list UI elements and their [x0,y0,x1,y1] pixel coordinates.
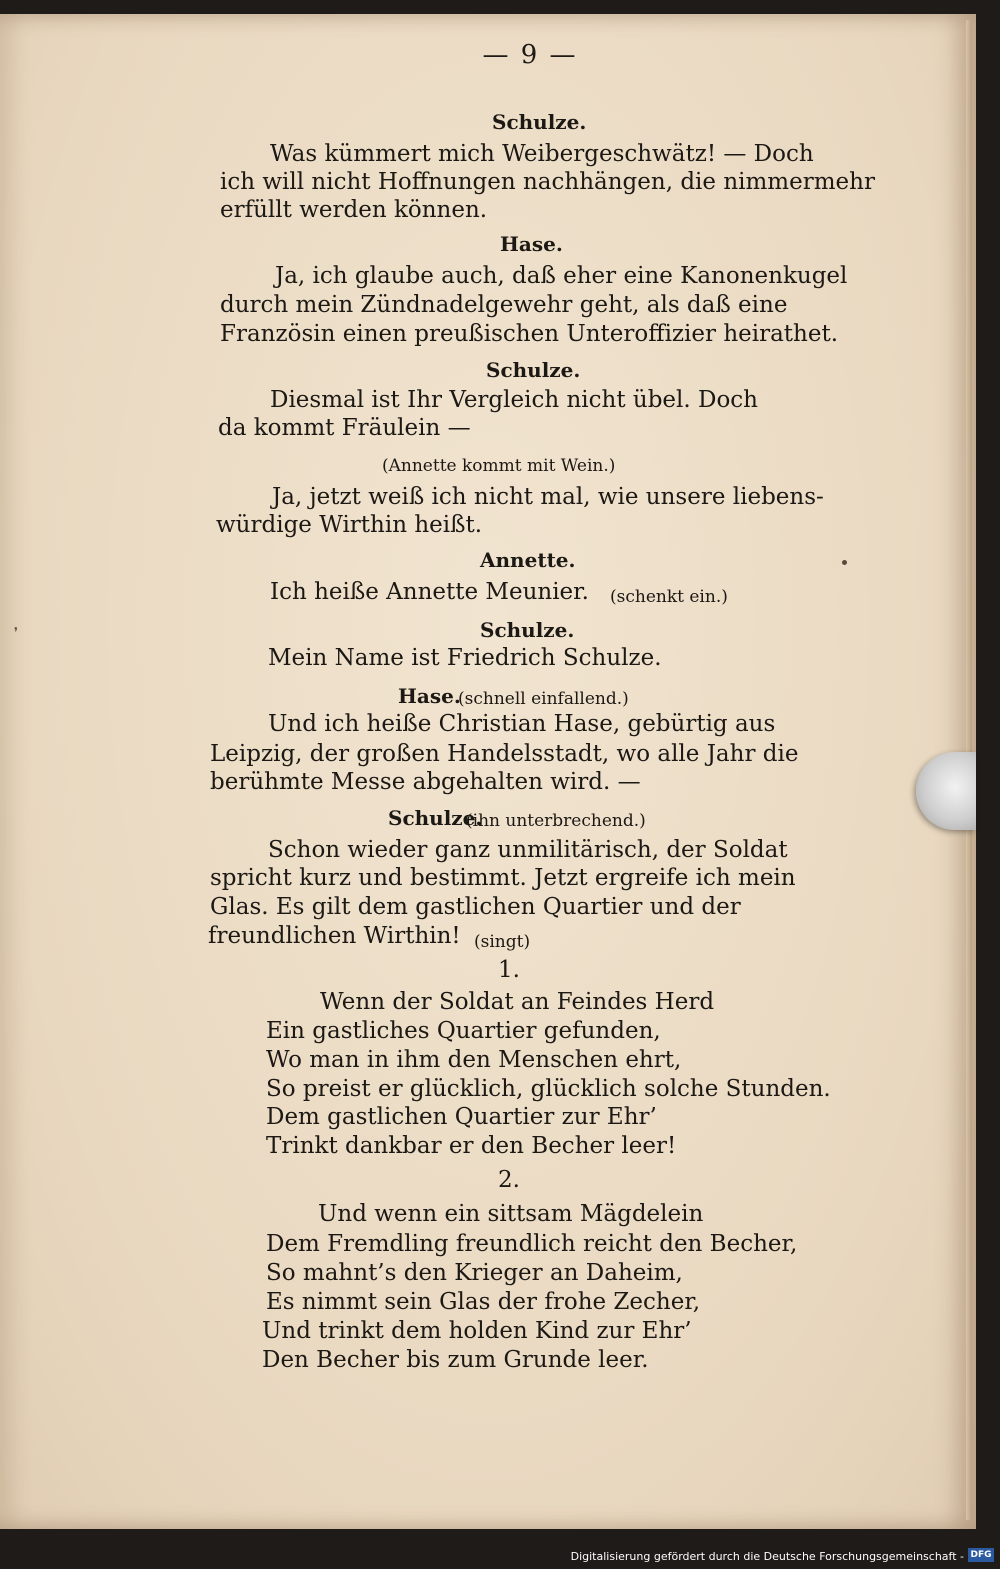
stage-direction: (schnell einfallend.) [458,689,629,709]
footer-bar [0,1529,1000,1569]
text-line: Glas. Es gilt dem gastlichen Quartier und der [210,894,741,920]
speaker-label: Schulze. [486,358,581,382]
text-line: Ja, ich glaube auch, daß eher eine Kanonenkugel [275,263,848,289]
stage-direction: (schenkt ein.) [610,587,728,607]
speaker-label: Hase. [398,684,461,708]
text-line: Französin einen preußischen Unteroffizier heirathet. [220,321,839,347]
text-line: Und ich heiße Christian Hase, gebürtig aus [268,711,776,737]
verse-number: 2. [498,1167,520,1193]
text-line: erfüllt werden können. [220,197,488,223]
verse-line: Wo man in ihm den Menschen ehrt, [266,1047,682,1073]
text-line: Mein Name ist Friedrich Schulze. [268,645,662,671]
verse-line: Trinkt dankbar er den Becher leer! [266,1133,677,1159]
verse-line: Ein gastliches Quartier gefunden, [266,1018,661,1044]
text-line: ich will nicht Hoffnungen nachhängen, die nimmermehr [220,169,875,195]
text-line: Diesmal ist Ihr Vergleich nicht übel. Doch [270,387,758,413]
ink-spot [842,560,847,565]
stage-direction: (singt) [474,932,531,952]
speaker-label: Annette. [480,548,576,572]
digitization-credit: Digitalisierung gefördert durch die Deutsche Forschungsgemeinschaft - [570,1550,964,1563]
stage-direction: (ihn unterbrechend.) [466,811,646,831]
verse-line: So preist er glücklich, glücklich solche Stunden. [266,1076,831,1102]
text-line: Schon wieder ganz unmilitärisch, der Soldat [268,837,788,863]
speaker-label: Hase. [500,232,563,256]
speaker-label: Schulze. [480,618,575,642]
stage-direction: (Annette kommt mit Wein.) [382,456,616,476]
verse-line: Und wenn ein sittsam Mägdelein [318,1201,704,1227]
verse-line: Es nimmt sein Glas der frohe Zecher, [266,1289,701,1315]
speaker-label: Schulze. [492,110,587,134]
text-line: da kommt Fräulein — [218,415,471,441]
text-line: spricht kurz und bestimmt. Jetzt ergreife ich mein [210,865,796,891]
speaker-label: Schulze. [388,806,483,830]
verse-number: 1. [498,957,520,983]
verse-line: Dem gastlichen Quartier zur Ehr’ [266,1104,657,1130]
page-number: — 9 — [482,40,578,70]
text-line: durch mein Zündnadelgewehr geht, als daß eine [220,292,788,318]
text-line: würdige Wirthin heißt. [216,512,483,538]
text-line: Leipzig, der großen Handelsstadt, wo alle Jahr die [210,741,799,767]
verse-line: Und trinkt dem holden Kind zur Ehr’ [262,1318,692,1344]
text-line: berühmte Messe abgehalten wird. — [210,769,641,795]
text-line: Ich heiße Annette Meunier. [270,579,589,605]
text-line: Ja, jetzt weiß ich nicht mal, wie unsere liebens- [272,484,824,510]
verse-line: Dem Fremdling freundlich reicht den Becher, [266,1231,798,1257]
verse-line: Den Becher bis zum Grunde leer. [262,1347,649,1373]
text-line: freundlichen Wirthin! [208,923,461,949]
dfg-logo-icon: DFG [968,1548,994,1562]
verse-line: So mahnt’s den Krieger an Daheim, [266,1260,683,1286]
verse-line: Wenn der Soldat an Feindes Herd [320,989,715,1015]
margin-mark: ❜ [14,625,18,639]
text-line: Was kümmert mich Weibergeschwätz! — Doch [270,141,814,167]
